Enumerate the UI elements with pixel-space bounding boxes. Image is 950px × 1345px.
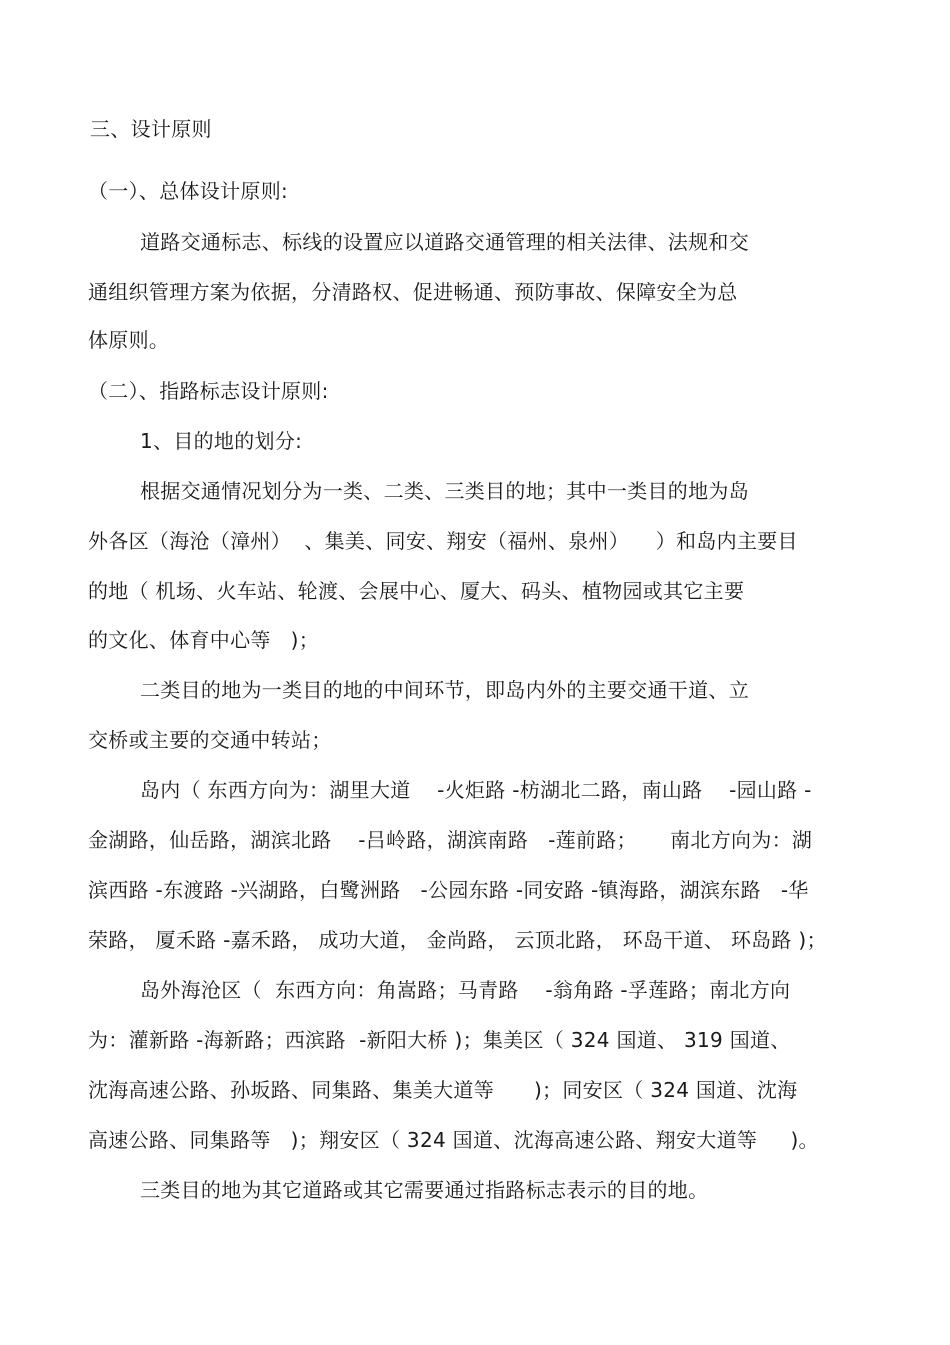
paragraph-line: 的地（ 机场、火车站、轮渡、会展中心、厦大、码头、植物园或其它主要	[88, 579, 745, 603]
paragraph-line: 岛外海沧区（ 东西方向：角嵩路；马青路 -翁角路 -孚莲路；南北方向	[140, 978, 791, 1002]
paragraph-line: 交桥或主要的交通中转站；	[88, 728, 332, 752]
paragraph-line: 荣路， 厦禾路 -嘉禾路， 成功大道， 金尚路， 云顶北路， 环岛干道、 环岛路 )；	[88, 928, 827, 952]
item-heading: 1、目的地的划分:	[140, 429, 303, 453]
paragraph-line: 三类目的地为其它道路或其它需要通过指路标志表示的目的地。	[140, 1178, 709, 1202]
paragraph-line: 的文化、体育中心等 )；	[88, 628, 320, 652]
subsection-heading-general: （一）、总体设计原则:	[88, 179, 289, 203]
subsection-heading-guide-signs: （二）、指路标志设计原则:	[88, 379, 329, 403]
paragraph-line: 为：灌新路 -海新路；西滨路 -新阳大桥 )；集美区（ 324 国道、 319 国道、	[88, 1028, 791, 1052]
paragraph-line: 高速公路、同集路等 )；翔安区（ 324 国道、沈海高速公路、翔安大道等 )。	[88, 1128, 819, 1152]
paragraph-line: 滨西路 -东渡路 -兴湖路，白鹭洲路 -公园东路 -同安路 -镇海路，湖滨东路 -华	[88, 878, 809, 902]
section-heading: 三、设计原则	[90, 117, 212, 141]
paragraph-line: 体原则。	[88, 328, 170, 352]
paragraph-line: 岛内（ 东西方向为：湖里大道 -火炬路 -枋湖北二路，南山路 -园山路 -	[140, 778, 812, 802]
paragraph-line: 沈海高速公路、孙坂路、同集路、集美大道等 )；同安区（ 324 国道、沈海	[88, 1078, 798, 1102]
paragraph-line: 通组织管理方案为依据，分清路权、促进畅通、预防事故、保障安全为总	[88, 280, 738, 304]
paragraph-line: 金湖路，仙岳路，湖滨北路 -吕岭路，湖滨南路 -莲前路； 南北方向为：湖	[88, 828, 813, 852]
paragraph-line: 二类目的地为一类目的地的中间环节，即岛内外的主要交通干道、立	[140, 678, 749, 702]
paragraph-line: 外各区（海沧（漳州） 、集美、同安、翔安（福州、泉州） ）和岛内主要目	[88, 529, 798, 553]
paragraph-line: 道路交通标志、标线的设置应以道路交通管理的相关法律、法规和交	[140, 230, 749, 254]
paragraph-line: 根据交通情况划分为一类、二类、三类目的地；其中一类目的地为岛	[140, 479, 749, 503]
